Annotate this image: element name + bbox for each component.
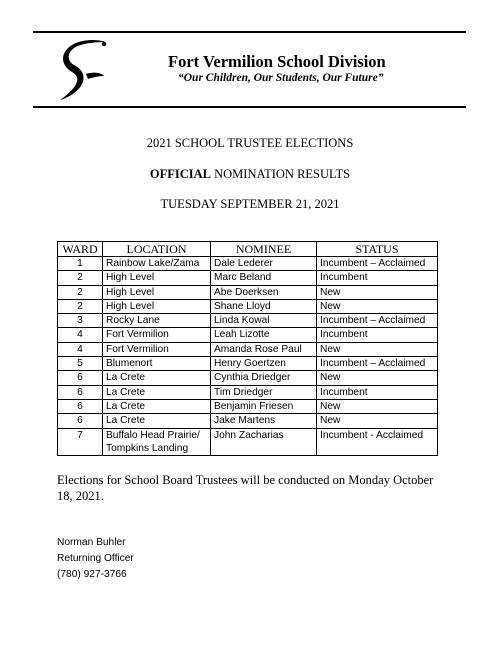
- cell-location: La Crete: [103, 414, 211, 428]
- cell-status: New: [317, 399, 438, 413]
- table-row: [58, 271, 438, 285]
- table-row: [58, 428, 438, 456]
- cell-nominee: Marc Beland: [211, 271, 317, 285]
- organization-name: Fort Vermilion School Division: [168, 52, 386, 71]
- cell-location: La Crete: [103, 385, 211, 399]
- cell-nominee: Abe Doerksen: [211, 285, 317, 299]
- results-title-rest: NOMINATION RESULTS: [210, 167, 351, 181]
- column-header-status: STATUS: [317, 242, 438, 257]
- cell-ward: 4: [58, 328, 103, 342]
- cell-status: New: [317, 342, 438, 356]
- cell-ward: 1: [58, 257, 103, 271]
- column-header-ward: WARD: [58, 242, 103, 257]
- cell-status: Incumbent: [317, 271, 438, 285]
- cell-ward: 5: [58, 357, 103, 371]
- cell-nominee: Benjamin Friesen: [211, 399, 317, 413]
- cell-ward: 6: [58, 399, 103, 413]
- cell-ward: 7: [58, 428, 103, 456]
- header-bottom-rule: [33, 106, 466, 108]
- official-label: OFFICIAL: [149, 167, 211, 181]
- division-logo-icon: [50, 36, 110, 102]
- results-title: [0, 167, 500, 182]
- cell-status: Incumbent – Acclaimed: [317, 357, 438, 371]
- cell-nominee: Cynthia Driedger: [211, 371, 317, 385]
- table-row: [58, 314, 438, 328]
- cell-ward: 6: [58, 371, 103, 385]
- cell-status: Incumbent - Acclaimed: [317, 428, 438, 456]
- table-row: [58, 299, 438, 313]
- cell-nominee: Henry Goertzen: [211, 357, 317, 371]
- election-date-notice: Elections for School Board Trustees will be conducted on Monday October 18, 2021.: [57, 473, 434, 503]
- cell-location: Fort Vermilion: [103, 342, 211, 356]
- cell-ward: 4: [58, 342, 103, 356]
- cell-location: Blumenort: [103, 357, 211, 371]
- cell-nominee: Dale Lederer: [211, 257, 317, 271]
- cell-location: High Level: [103, 299, 211, 313]
- cell-nominee: Shane Lloyd: [211, 299, 317, 313]
- officer-name: Norman Buhler: [57, 537, 126, 548]
- cell-status: New: [317, 299, 438, 313]
- cell-location: High Level: [103, 285, 211, 299]
- header-top-rule: [33, 31, 466, 33]
- cell-status: Incumbent – Acclaimed: [317, 257, 438, 271]
- cell-status: Incumbent – Acclaimed: [317, 314, 438, 328]
- cell-nominee: Amanda Rose Paul: [211, 342, 317, 356]
- table-row: [58, 399, 438, 413]
- cell-nominee: Leah Lizotte: [211, 328, 317, 342]
- column-header-nominee: NOMINEE: [211, 242, 317, 257]
- column-header-location: LOCATION: [103, 242, 211, 257]
- cell-ward: 3: [58, 314, 103, 328]
- cell-status: Incumbent: [317, 328, 438, 342]
- cell-location: Rainbow Lake/Zama: [103, 257, 211, 271]
- table-row: [58, 342, 438, 356]
- cell-ward: 2: [58, 271, 103, 285]
- cell-location: La Crete: [103, 371, 211, 385]
- cell-ward: 6: [58, 414, 103, 428]
- cell-location: La Crete: [103, 399, 211, 413]
- cell-ward: 2: [58, 299, 103, 313]
- organization-motto: “Our Children, Our Students, Our Future”: [178, 72, 384, 84]
- election-title: 2021 SCHOOL TRUSTEE ELECTIONS: [146, 136, 354, 150]
- cell-location: [103, 428, 211, 456]
- cell-status: New: [317, 371, 438, 385]
- cell-nominee: Tim Driedger: [211, 385, 317, 399]
- cell-status: New: [317, 414, 438, 428]
- cell-ward: 6: [58, 385, 103, 399]
- officer-title: Returning Officer: [57, 553, 134, 564]
- cell-nominee: Jake Martens: [211, 414, 317, 428]
- cell-location: Fort Vermilion: [103, 328, 211, 342]
- cell-nominee: Linda Kowal: [211, 314, 317, 328]
- table-row: [58, 385, 438, 399]
- cell-location: High Level: [103, 271, 211, 285]
- table-row: [58, 371, 438, 385]
- signature-block: [57, 535, 134, 583]
- table-row: [58, 357, 438, 371]
- table-row: [58, 328, 438, 342]
- results-date: TUESDAY SEPTEMBER 21, 2021: [160, 197, 340, 211]
- nomination-results-table: [57, 241, 438, 456]
- table-row: [58, 414, 438, 428]
- cell-location: Rocky Lane: [103, 314, 211, 328]
- cell-status: New: [317, 285, 438, 299]
- cell-nominee: John Zacharias: [211, 428, 317, 456]
- officer-phone: (780) 927-3766: [57, 569, 127, 580]
- cell-status: Incumbent: [317, 385, 438, 399]
- table-header-row: [58, 242, 438, 257]
- table-row: [58, 285, 438, 299]
- cell-ward: 2: [58, 285, 103, 299]
- cell-location-line: Buffalo Head Prairie/: [106, 429, 200, 441]
- table-row: [58, 257, 438, 271]
- cell-location-line: Tompkins Landing: [106, 442, 189, 454]
